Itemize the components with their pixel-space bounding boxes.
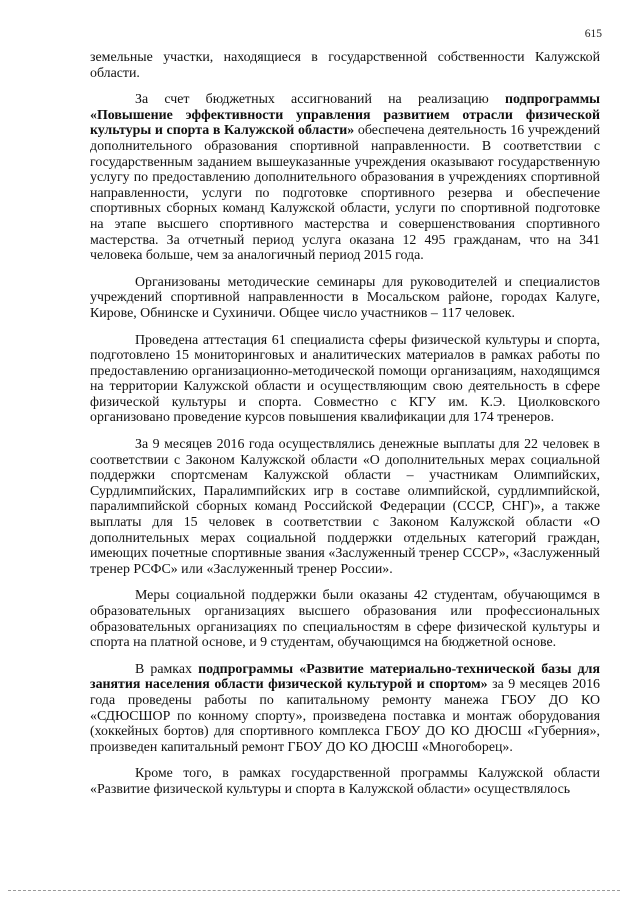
document-body [90, 50, 600, 809]
paragraph [90, 437, 600, 577]
paragraph [90, 50, 600, 81]
paragraph-text: В рамках [135, 661, 199, 677]
paragraph-text: За счет бюджетных ассигнований на реализацию [135, 92, 505, 108]
bold-program-title: подпрограммы «Повышение эффективности управления развитием отрасли физической культуры и спорта в Калужской области» [90, 92, 600, 139]
paragraph-text: обеспечена деятельность 16 учреждений дополнительного образования спортивной направленности. В соответствии с государственным заданием вышеуказанные учреждения оказывают государственную услугу по предоставлению дополнительного образования в учреждениях спортивной направленности, услуги по подготовке спортивного резерва и обеспечение спортивных сборных команд Калужской области, услуги по спортивной подготовке на этапе высшего спортивного мастерства и совершенствования спортивного мастерства. За отчетный период услуга оказана 12 495 гражданам, что на 341 человека больше, чем за аналогичный период 2015 года. [90, 123, 600, 264]
paragraph-text: Организованы методические семинары для руководителей и специалистов учреждений спортивной направленности в Мосальском районе, городах Калуге, Кирове, Обнинске и Сухиничи. Общее число участников – 117 человек. [90, 274, 600, 321]
paragraph [90, 766, 600, 797]
paragraph-text: За 9 месяцев 2016 года осуществлялись денежные выплаты для 22 человек в соответствии с Законом Калужской области «О дополнительных мерах социальной поддержки спортсменам Калужской области – участникам Олимпийских, Сурдлимпийских, Паралимпийских игр в составе олимпийской, сурдлимпийской, паралимпийской сборных команд Российской Федерации (СССР, СНГ)», а также выплаты для 15 человек в соответствии с Законом Калужской области «О дополнительных мерах социальной поддержки отдельных категорий граждан, имеющих почетные спортивные звания «Заслуженный тренер СССР», «Заслуженный тренер РСФС» или «Заслуженный тренер России». [90, 437, 600, 577]
paragraph-text: земельные участки, находящиеся в государственной собственности Калужской области. [90, 50, 600, 81]
bold-program-title: подпрограммы «Развитие материально-технической базы для занятия населения области физической культурой и спортом» [90, 661, 600, 693]
paragraph [90, 275, 600, 322]
paragraph [90, 662, 600, 756]
scan-artifact-line [8, 890, 620, 892]
paragraph-text: Кроме того, в рамках государственной программы Калужской области «Развитие физической культуры и спорта в Калужской области» осуществлялось [90, 766, 600, 797]
paragraph-text: Меры социальной поддержки были оказаны 42 студентам, обучающимся в образовательных организациях высшего образования или профессиональных образовательных организациях по специальностям в сфере физической культуры и спорта на платной основе, и 9 студентам, обучающимся на бюджетной основе. [90, 588, 600, 651]
paragraph [90, 588, 600, 650]
paragraph [90, 333, 600, 427]
paragraph [90, 92, 600, 264]
paragraph-text: Проведена аттестация 61 специалиста сферы физической культуры и спорта, подготовлено 15 мониторинговых и аналитических материалов в рамках работы по предоставлению организационно-методической помощи организациям, находящимся на территории Калужской области и осуществляющим свою деятельность в сфере физической культуры и спорта. Совместно с КГУ им. К.Э. Циолковского организовано проведение курсов повышения квалификации для 174 тренеров. [90, 332, 600, 426]
paragraph-text: за 9 месяцев 2016 года проведены работы по капитальному ремонту манежа ГБОУ ДО КО «СДЮСШОР по конному спорту», произведена поставка и монтаж оборудования (хоккейных бортов) для спортивного комплекса ГБОУ ДО КО ДЮСШ «Губерния», произведен капитальный ремонт ГБОУ ДО КО ДЮСШ «Многоборец». [90, 677, 600, 755]
page-number: 615 [584, 28, 602, 40]
